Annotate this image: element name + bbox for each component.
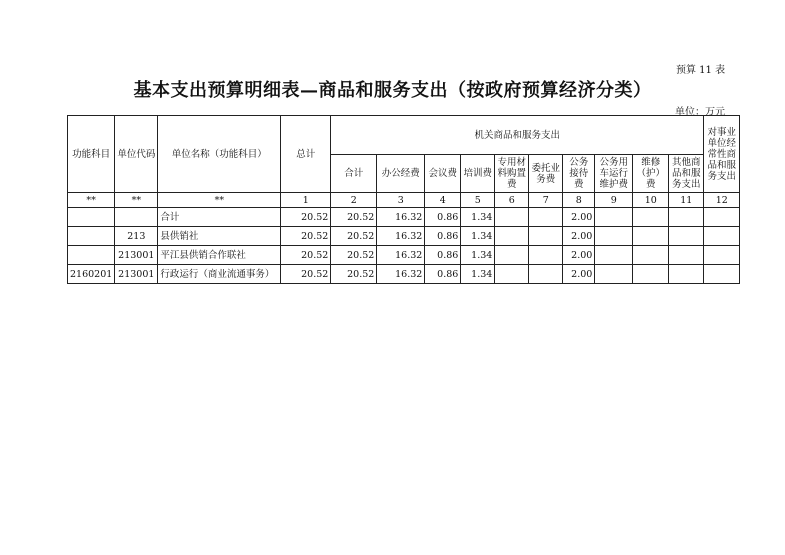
other-cell bbox=[669, 246, 704, 265]
training-cell: 1.34 bbox=[461, 246, 495, 265]
unit-name-cell: 合计 bbox=[158, 208, 281, 227]
entrust-cell bbox=[529, 208, 563, 227]
heji-cell: 20.52 bbox=[331, 208, 377, 227]
material-cell bbox=[495, 208, 529, 227]
reception-cell: 2.00 bbox=[563, 227, 595, 246]
repair-cell bbox=[633, 208, 669, 227]
material-cell bbox=[495, 246, 529, 265]
meeting-cell: 0.86 bbox=[425, 246, 461, 265]
training-cell: 1.34 bbox=[461, 208, 495, 227]
index-cell: 5 bbox=[461, 193, 495, 208]
index-cell: 7 bbox=[529, 193, 563, 208]
vehicle-cell bbox=[595, 208, 633, 227]
reception-cell: 2.00 bbox=[563, 208, 595, 227]
col-header-total: 总计 bbox=[281, 116, 331, 193]
page-title: 基本支出预算明细表—商品和服务支出（按政府预算经济分类） bbox=[133, 80, 652, 101]
material-cell bbox=[495, 227, 529, 246]
index-cell: 8 bbox=[563, 193, 595, 208]
total-cell: 20.52 bbox=[281, 227, 331, 246]
index-cell: 6 bbox=[495, 193, 529, 208]
func-code-cell bbox=[68, 227, 115, 246]
subsidy-cell bbox=[704, 208, 740, 227]
index-row bbox=[68, 193, 740, 208]
col-header-unit-name: 单位名称（功能科目） bbox=[158, 116, 281, 193]
table-row bbox=[68, 227, 740, 246]
index-cell: 12 bbox=[704, 193, 740, 208]
subsidy-cell bbox=[704, 246, 740, 265]
entrust-cell bbox=[529, 265, 563, 284]
col-header-reception: 公务接待费 bbox=[563, 155, 595, 193]
col-header-heji: 合计 bbox=[331, 155, 377, 193]
office-cell: 16.32 bbox=[377, 246, 425, 265]
col-header-training: 培训费 bbox=[461, 155, 495, 193]
meeting-cell: 0.86 bbox=[425, 208, 461, 227]
col-header-repair: 维修（护）费 bbox=[633, 155, 669, 193]
col-header-office: 办公经费 bbox=[377, 155, 425, 193]
unit-name-cell: 平江县供销合作联社 bbox=[158, 246, 281, 265]
unit-name-cell: 县供销社 bbox=[158, 227, 281, 246]
office-cell: 16.32 bbox=[377, 208, 425, 227]
reception-cell: 2.00 bbox=[563, 265, 595, 284]
func-code-cell bbox=[68, 208, 115, 227]
budget-table bbox=[67, 115, 740, 284]
col-header-material: 专用材料购置费 bbox=[495, 155, 529, 193]
index-cell: ** bbox=[158, 193, 281, 208]
other-cell bbox=[669, 208, 704, 227]
total-cell: 20.52 bbox=[281, 208, 331, 227]
reception-cell: 2.00 bbox=[563, 246, 595, 265]
func-code-cell: 2160201 bbox=[68, 265, 115, 284]
index-cell: 3 bbox=[377, 193, 425, 208]
material-cell bbox=[495, 265, 529, 284]
unit-code-cell bbox=[115, 208, 158, 227]
col-header-other: 其他商品和服务支出 bbox=[669, 155, 704, 193]
total-cell: 20.52 bbox=[281, 246, 331, 265]
entrust-cell bbox=[529, 246, 563, 265]
unit-code-cell: 213001 bbox=[115, 265, 158, 284]
heji-cell: 20.52 bbox=[331, 265, 377, 284]
meeting-cell: 0.86 bbox=[425, 227, 461, 246]
repair-cell bbox=[633, 265, 669, 284]
other-cell bbox=[669, 265, 704, 284]
entrust-cell bbox=[529, 227, 563, 246]
training-cell: 1.34 bbox=[461, 227, 495, 246]
training-cell: 1.34 bbox=[461, 265, 495, 284]
subsidy-cell bbox=[704, 265, 740, 284]
index-cell: 9 bbox=[595, 193, 633, 208]
col-header-entrust: 委托业务费 bbox=[529, 155, 563, 193]
index-cell: 1 bbox=[281, 193, 331, 208]
vehicle-cell bbox=[595, 265, 633, 284]
office-cell: 16.32 bbox=[377, 227, 425, 246]
table-number: 预算 11 表 bbox=[676, 65, 726, 76]
unit-label: 单位：万元 bbox=[675, 107, 725, 118]
col-header-unit-code: 单位代码 bbox=[115, 116, 158, 193]
unit-code-cell: 213 bbox=[115, 227, 158, 246]
vehicle-cell bbox=[595, 246, 633, 265]
index-cell: 11 bbox=[669, 193, 704, 208]
repair-cell bbox=[633, 246, 669, 265]
col-header-subsidy: 对事业单位经常性商品和服务支出 bbox=[704, 116, 740, 193]
table-row bbox=[68, 265, 740, 284]
vehicle-cell bbox=[595, 227, 633, 246]
index-cell: 2 bbox=[331, 193, 377, 208]
heji-cell: 20.52 bbox=[331, 246, 377, 265]
func-code-cell bbox=[68, 246, 115, 265]
index-cell: ** bbox=[68, 193, 115, 208]
table-row bbox=[68, 208, 740, 227]
index-cell: ** bbox=[115, 193, 158, 208]
other-cell bbox=[669, 227, 704, 246]
index-cell: 4 bbox=[425, 193, 461, 208]
col-header-vehicle: 公务用车运行维护费 bbox=[595, 155, 633, 193]
unit-name-cell: 行政运行（商业流通事务） bbox=[158, 265, 281, 284]
col-header-group: 机关商品和服务支出 bbox=[331, 116, 704, 155]
total-cell: 20.52 bbox=[281, 265, 331, 284]
office-cell: 16.32 bbox=[377, 265, 425, 284]
repair-cell bbox=[633, 227, 669, 246]
heji-cell: 20.52 bbox=[331, 227, 377, 246]
subsidy-cell bbox=[704, 227, 740, 246]
meeting-cell: 0.86 bbox=[425, 265, 461, 284]
table-row bbox=[68, 246, 740, 265]
col-header-meeting: 会议费 bbox=[425, 155, 461, 193]
index-cell: 10 bbox=[633, 193, 669, 208]
unit-code-cell: 213001 bbox=[115, 246, 158, 265]
col-header-func-code: 功能科目 bbox=[68, 116, 115, 193]
